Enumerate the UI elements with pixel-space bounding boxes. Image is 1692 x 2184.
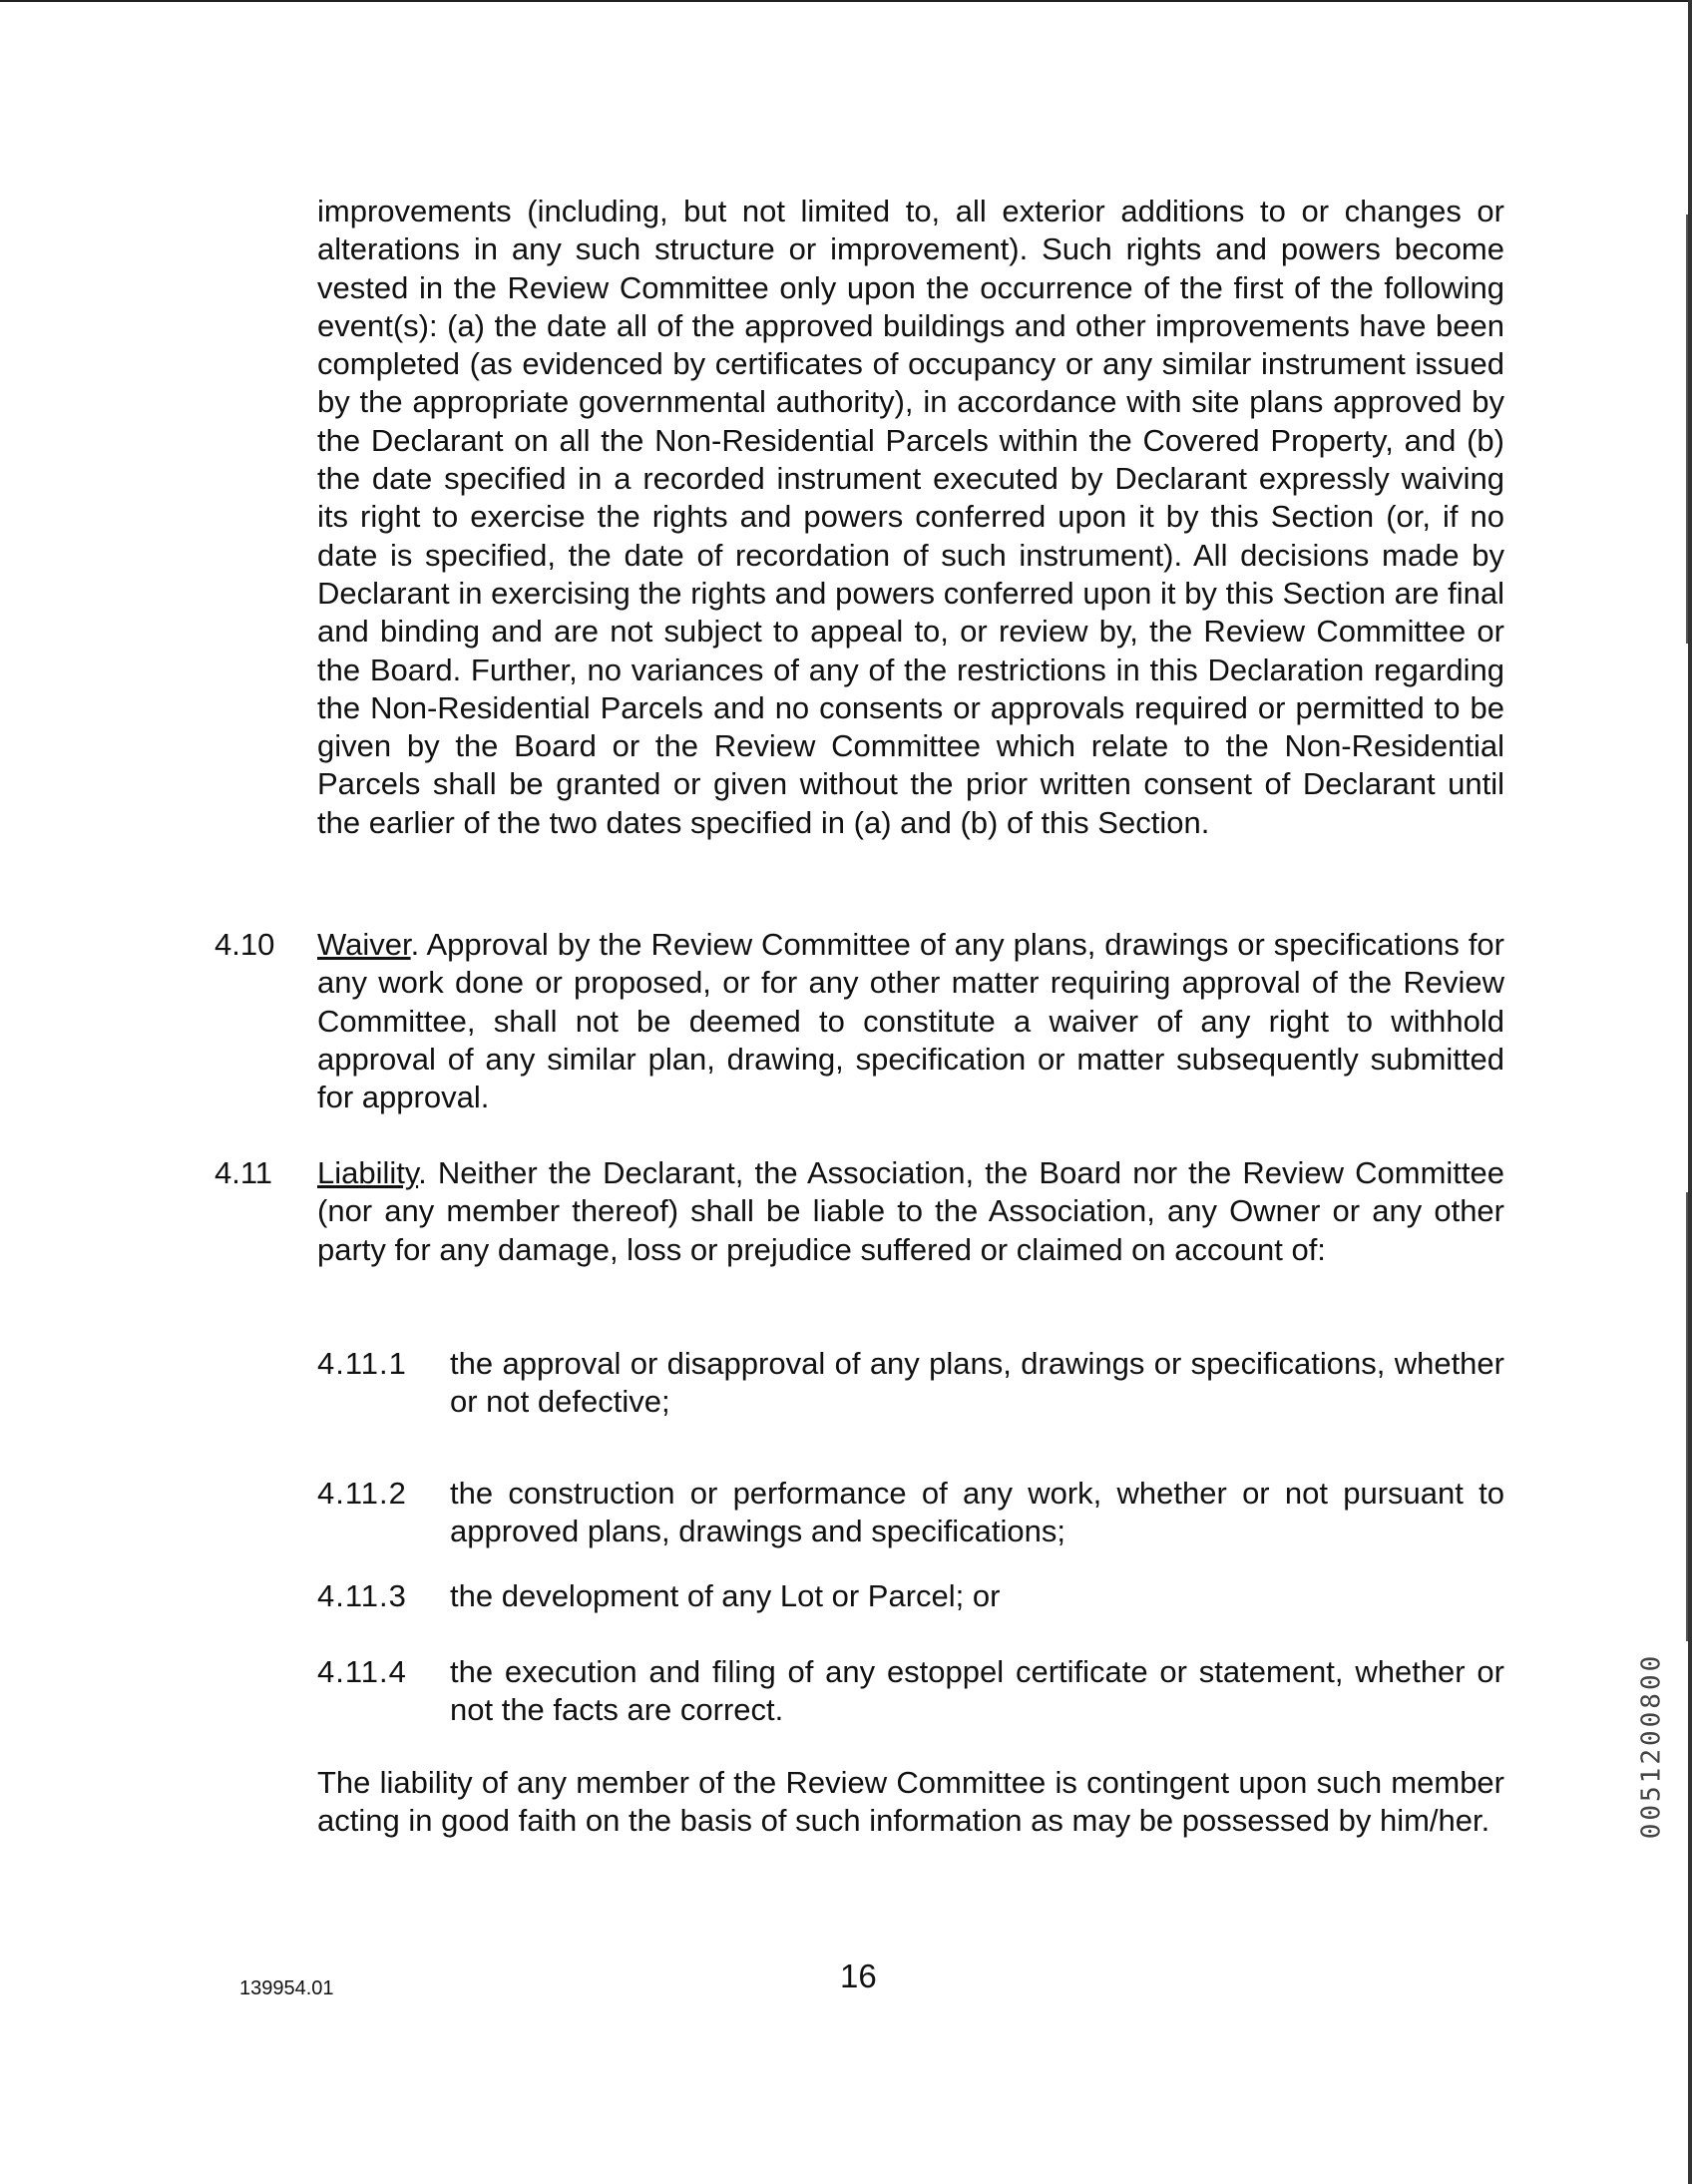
subsection-number: 4.11.4 xyxy=(317,1654,407,1689)
margin-rule xyxy=(1686,215,1688,644)
section-4-10 xyxy=(317,926,1504,1116)
subsection-number: 4.11.1 xyxy=(317,1346,407,1381)
section-number: 4.10 xyxy=(214,927,275,962)
subsection-text: the construction or performance of any work, whether or not pursuant to approved plans, drawings and specifications; xyxy=(450,1476,1504,1549)
section-heading: Waiver xyxy=(317,927,411,962)
page-number: 16 xyxy=(840,1958,877,1994)
subsection-text: the approval or disapproval of any plans, drawings or specifications, whether or not defective; xyxy=(450,1346,1504,1420)
margin-rule xyxy=(1686,1192,1688,1641)
scan-edge-top xyxy=(0,0,1692,2)
subsection-number: 4.11.3 xyxy=(317,1578,407,1613)
scan-edge-right xyxy=(1688,0,1692,2184)
section-text: . Neither the Declarant, the Association, the Board nor the Review Committee (nor any member thereof) shall be liable to the Association, any Owner or any other party for any damage, loss or prejudice suffered or claimed on account of: xyxy=(317,1155,1504,1267)
body-paragraph: improvements (including, but not limited to, all exterior additions to or changes or alterations in any such structure or improvement). Such rights and powers become vested in the Review Committee only upon the occurrence of the first of the following event(s): (a) the date all of the approved buildings and other improvements have been completed (as evidenced by certificates of occupancy or any similar instrument issued by the appropriate governmental authority), in accordance with site plans approved by the Declarant on all the Non-Residential Parcels within the Covered Property, and (b) the date specified in a recorded instrument executed by Declarant expressly waiving its right to exercise the rights and powers conferred upon it by this Section (or, if no date is specified, the date of recordation of such instrument). All decisions made by Declarant in exercising the rights and powers conferred upon it by this Section are final and binding and are not subject to appeal to, or review by, the Review Committee or the Board. Further, no variances of any of the restrictions in this Declaration regarding the Non-Residential Parcels and no consents or approvals required or permitted to be given by the Board or the Review Committee which relate to the Non-Residential Parcels shall be granted or given without the prior written consent of Declarant until the earlier of the two dates specified in (a) and (b) of this Section. xyxy=(317,194,1504,840)
subsection-text: the execution and filing of any estoppel certificate or statement, whether or not the facts are correct. xyxy=(450,1654,1504,1728)
section-heading: Liability xyxy=(317,1155,419,1190)
margin-stamp xyxy=(1636,1566,1666,1926)
section-number: 4.11 xyxy=(214,1155,273,1190)
closing-paragraph: The liability of any member of the Review Committee is contingent upon such member acting in good faith on the basis of such information as may be possessed by him/her. xyxy=(317,1765,1504,1839)
margin-stamp-text: 0051200800 xyxy=(1636,1652,1667,1840)
section-text: . Approval by the Review Committee of any plans, drawings or specifications for any work done or proposed, or for any other matter requiring approval of the Review Committee, shall not be deemed to constitute a waiver of any right to withhold approval of any similar plan, drawing, specification or matter subsequently submitted for approval. xyxy=(317,927,1504,1115)
section-4-11 xyxy=(317,1154,1504,1269)
subsection-text: the development of any Lot or Parcel; or xyxy=(450,1578,1001,1613)
document-id: 139954.01 xyxy=(239,1977,334,1999)
subsection-number: 4.11.2 xyxy=(317,1476,407,1511)
